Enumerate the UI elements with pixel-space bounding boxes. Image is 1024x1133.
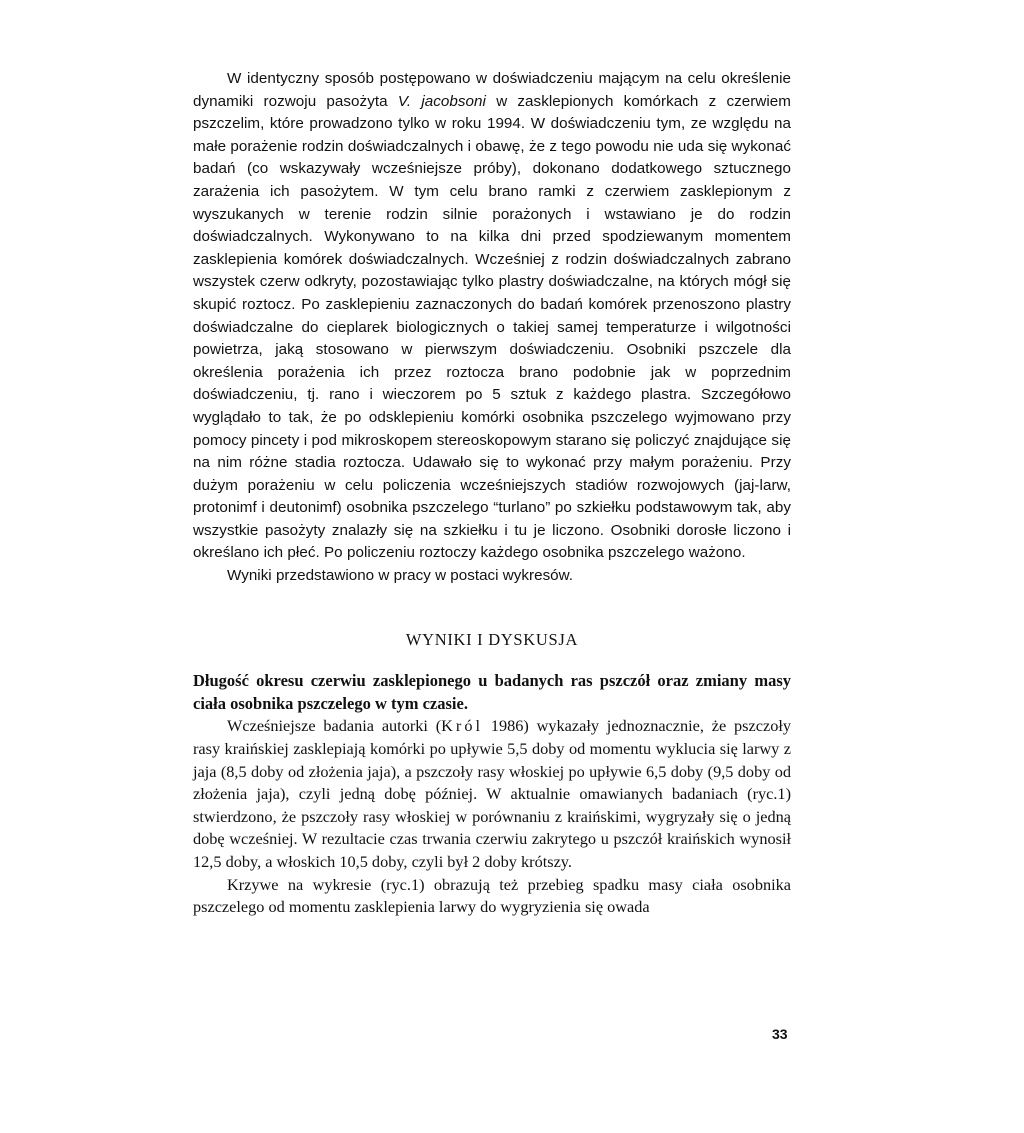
methods-paragraph-1 bbox=[193, 68, 791, 565]
methods-paragraph-2: Wyniki przedstawiono w pracy w postaci wykresów. bbox=[227, 567, 574, 585]
methods-text-start: W identyczny sposób postępowano w doświadczeniu mającym na celu określenie dynamiki rozwoju pasożyta bbox=[193, 70, 791, 110]
species-name: V. jacobsoni bbox=[397, 92, 486, 110]
subheading: Długość okresu czerwiu zasklepionego u badanych ras pszczół oraz zmiany masy ciała osobnika pszczelego w tym czasie. bbox=[193, 671, 791, 713]
page-number: 33 bbox=[772, 1026, 788, 1042]
methods-text-rest: w zasklepionych komórkach z czerwiem pszczelim, które prowadzono tylko w roku 1994. W doświadczeniu tym, ze względu na małe porażenie rodzin doświadczalnych i obawę, że z tego powodu nie uda się wykonać badań (co wskazywały wcześniejsze próby), dokonano dodatkowego sztucznego zarażenia ich pasożytem. W tym celu brano ramki z czerwiem zasklepionym z wyszukanych w terenie rodzin silnie porażonych i wstawiano je do rodzin doświadczalnych. Wykonywano to na kilka dni przed spodziewanym momentem zasklepienia komórek doświadczalnych. Wcześniej z rodzin doświadczalnych zabrano wszystek czerw odkryty, pozostawiając tylko plastry doświadczalne, na których mógł się skupić roztocz. Po zasklepieniu zaznaczonych do badań komórek przenoszono plastry doświadczalne do cieplarek biologicznych o takiej samej temperaturze i wilgotności powietrza, jaką stosowano w pierwszym doświadczeniu. Osobniki pszczele dla określenia porażenia ich przez roztocza brano podobnie jak w poprzednim doświadczeniu, tj. rano i wieczorem po 5 sztuk z każdego plastra. Szczegółowo wyglądało to tak, że po odsklepieniu komórki osobnika pszczelego wyjmowano przy pomocy pincety i pod mikroskopem stereoskopowym starano się policzyć znajdujące się na nim różne stadia roztocza. Udawało się to wykonać przy małym porażeniu. Przy dużym porażeniu w celu policzenia wcześniejszych stadiów rozwojowych (jaj-larw, protonimf i deutonimf) osobnika pszczelego “turlano” po szkiełku podstawowym tak, aby wszystkie pasożyty znalazły się na szkiełku i tu je liczono. Osobniki dorosłe liczono i określano ich płeć. Po policzeniu roztoczy każdego osobnika pszczelego ważono. bbox=[193, 92, 791, 562]
results-paragraph-1 bbox=[193, 715, 791, 873]
results-text-start: Wcześniejsze badania autorki ( bbox=[227, 716, 442, 736]
page-body bbox=[193, 68, 791, 919]
author-name: Król bbox=[441, 716, 484, 736]
results-paragraph-2: Krzywe na wykresie (ryc.1) obrazują też przebieg spadku masy ciała osobnika pszczelego od momentu zasklepienia larwy do wygryzienia się owada bbox=[193, 874, 791, 917]
results-text-rest: 1986) wykazały jednoznacznie, że pszczoły rasy kraińskiej zasklepiają komórki po upływie 5,5 doby od momentu wyklucia się larwy z jaja (8,5 doby od złożenia jaja), a pszczoły rasy włoskiej po upływie 6,5 doby (9,5 doby od złożenia jaja), czyli jedną dobę później. W aktualnie omawianych badaniach (ryc.1) stwierdzono, że pszczoły rasy włoskiej w porównaniu z kraińskimi, wygryzały się o jedną dobę wcześniej. W rezultacie czas trwania czerwiu zakrytego u pszczół kraińskich wynosił 12,5 doby, a włoskich 10,5 doby, czyli był 2 doby krótszy. bbox=[193, 716, 791, 871]
section-title: WYNIKI I DYSKUSJA bbox=[405, 629, 579, 649]
